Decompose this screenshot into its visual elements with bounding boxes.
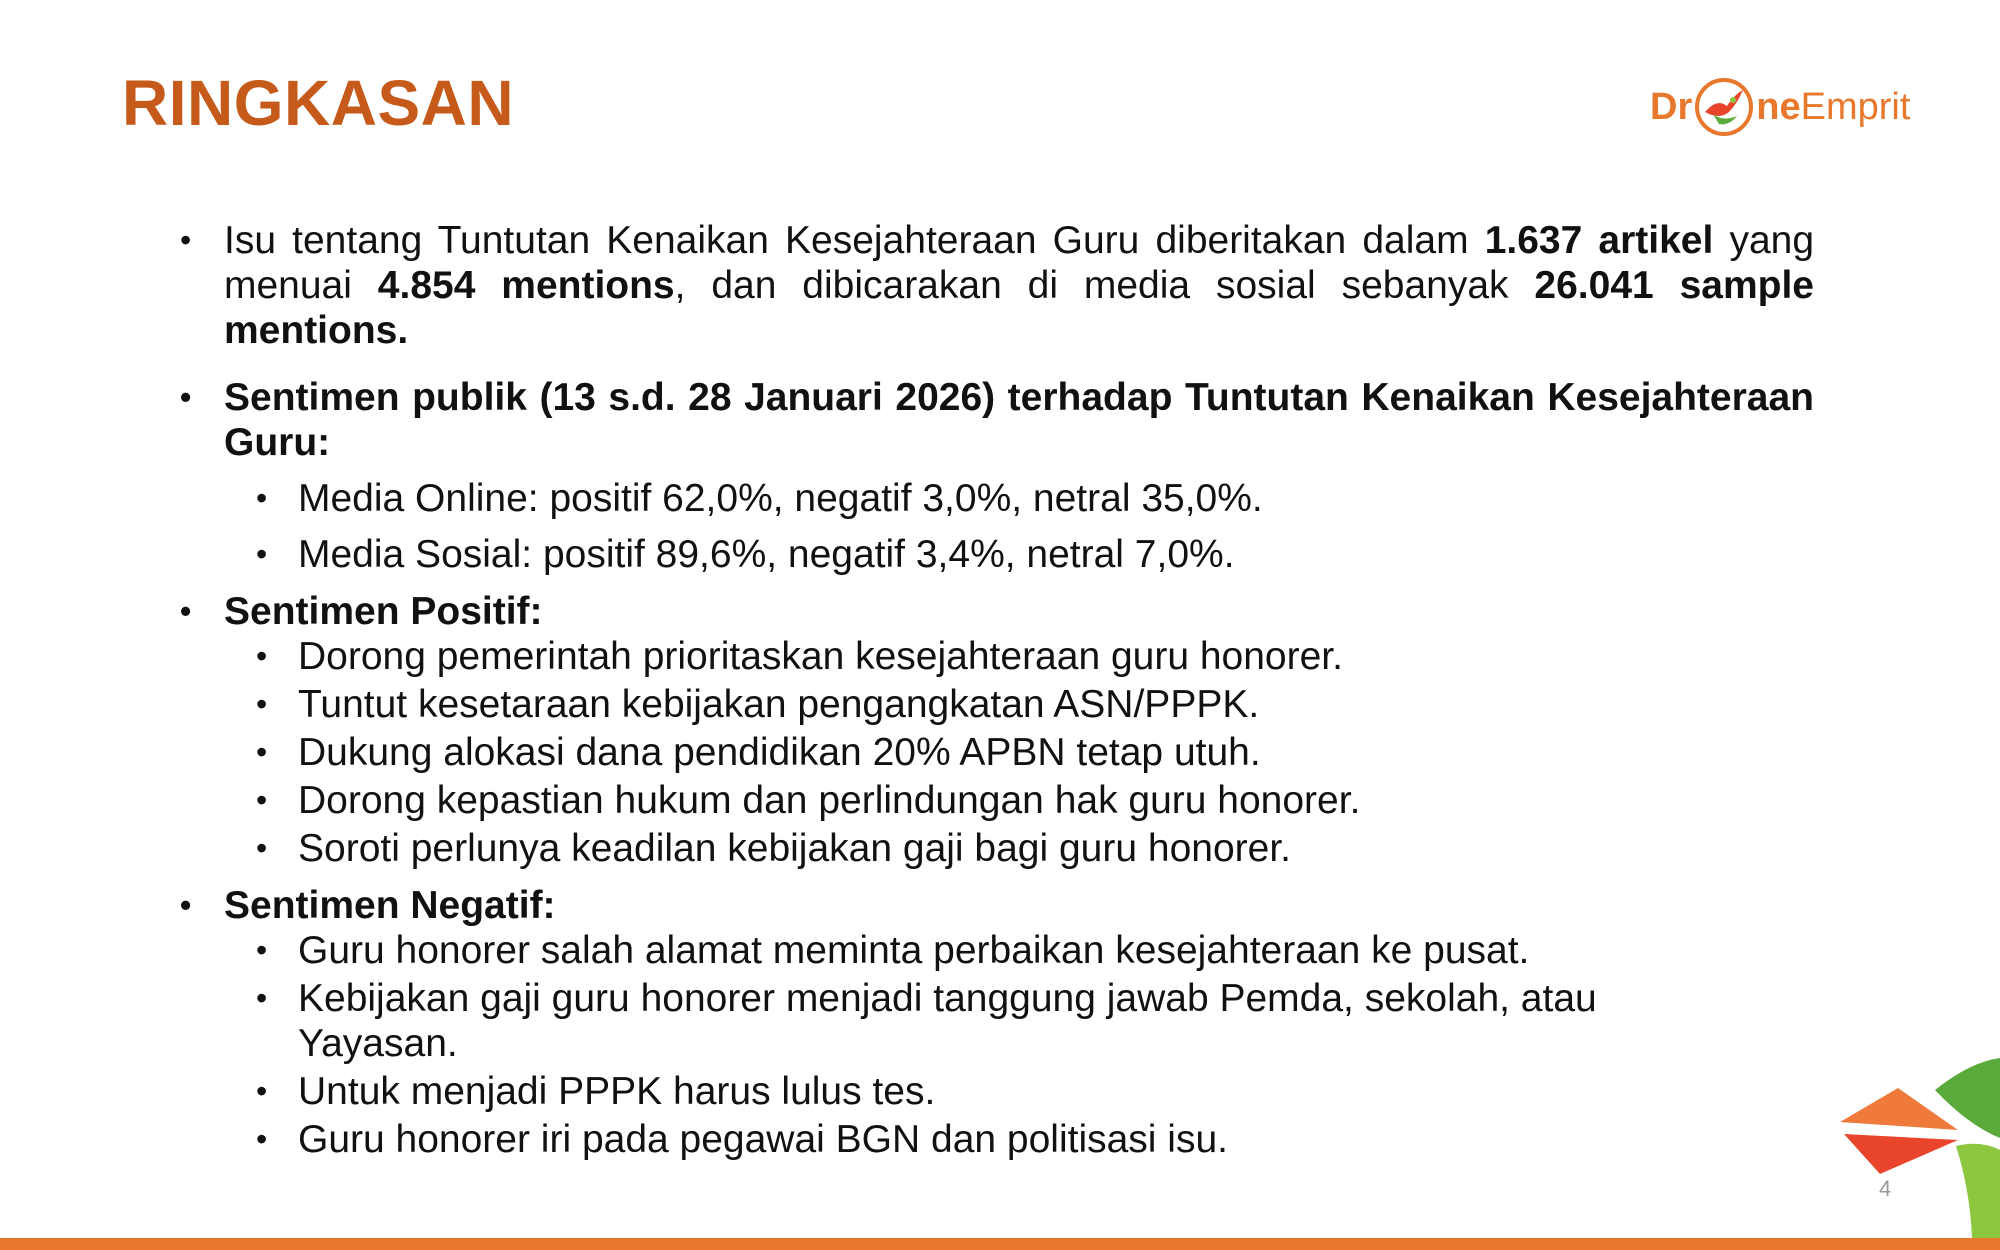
sentiment-online-media: • Media Online: positif 62,0%, negatif 3,0%, netral 35,0%. [180,476,1814,521]
negative-item: • Kebijakan gaji guru honorer menjadi tanggung jawab Pemda, sekolah, atau Yayasan. [180,976,1814,1066]
summary-content [180,218,1814,1162]
slide-title: RINGKASAN [122,67,515,139]
positive-item: • Dorong kepastian hukum dan perlindungan hak guru honorer. [180,778,1814,823]
positive-item: • Tuntut kesetaraan kebijakan pengangkatan ASN/PPPK. [180,682,1814,727]
negative-item: • Guru honorer salah alamat meminta perbaikan kesejahteraan ke pusat. [180,928,1814,973]
bottom-accent-bar [0,1238,2000,1250]
summary-item-coverage [180,218,1814,353]
coverage-text-1: Isu tentang Tuntutan Kenaikan Kesejahteraan Guru diberitakan dalam [224,219,1485,262]
logo-text-emprit: Emprit [1800,85,1911,128]
logo-text-dr: Dr [1650,85,1693,128]
corner-decoration [1840,1050,2000,1238]
mention-count: 4.854 mentions [377,264,675,307]
positive-item: • Soroti perlunya keadilan kebijakan gaji bagi guru honorer. [180,826,1814,871]
bird-logo-icon [1693,76,1755,138]
negative-sentiment-heading: • Sentimen Negatif: [180,883,1814,928]
sample-mention-count: 26.041 sample mentions. [224,264,1814,352]
positive-item: • Dorong pemerintah prioritaskan kesejahteraan guru honorer. [180,634,1814,679]
negative-item: • Guru honorer iri pada pegawai BGN dan politisasi isu. [180,1117,1814,1162]
sentiment-heading: • Sentimen publik (13 s.d. 28 Januari 2026) terhadap Tuntutan Kenaikan Kesejahteraan Guru: [180,375,1814,465]
positive-sentiment-heading: • Sentimen Positif: [180,589,1814,634]
logo-text-ne: ne [1756,85,1801,128]
coverage-text-2: yang menuai [224,219,1815,307]
sentiment-social-media: • Media Sosial: positif 89,6%, negatif 3,4%, netral 7,0%. [180,532,1814,577]
negative-item: • Untuk menjadi PPPK harus lulus tes. [180,1069,1814,1114]
article-count: 1.637 artikel [1484,219,1714,262]
page-number: 4 [1879,1176,1892,1201]
drone-emprit-logo [1650,72,1910,142]
coverage-text-3: , dan dibicarakan di media sosial sebanyak [674,264,1535,307]
positive-item: • Dukung alokasi dana pendidikan 20% APBN tetap utuh. [180,730,1814,775]
